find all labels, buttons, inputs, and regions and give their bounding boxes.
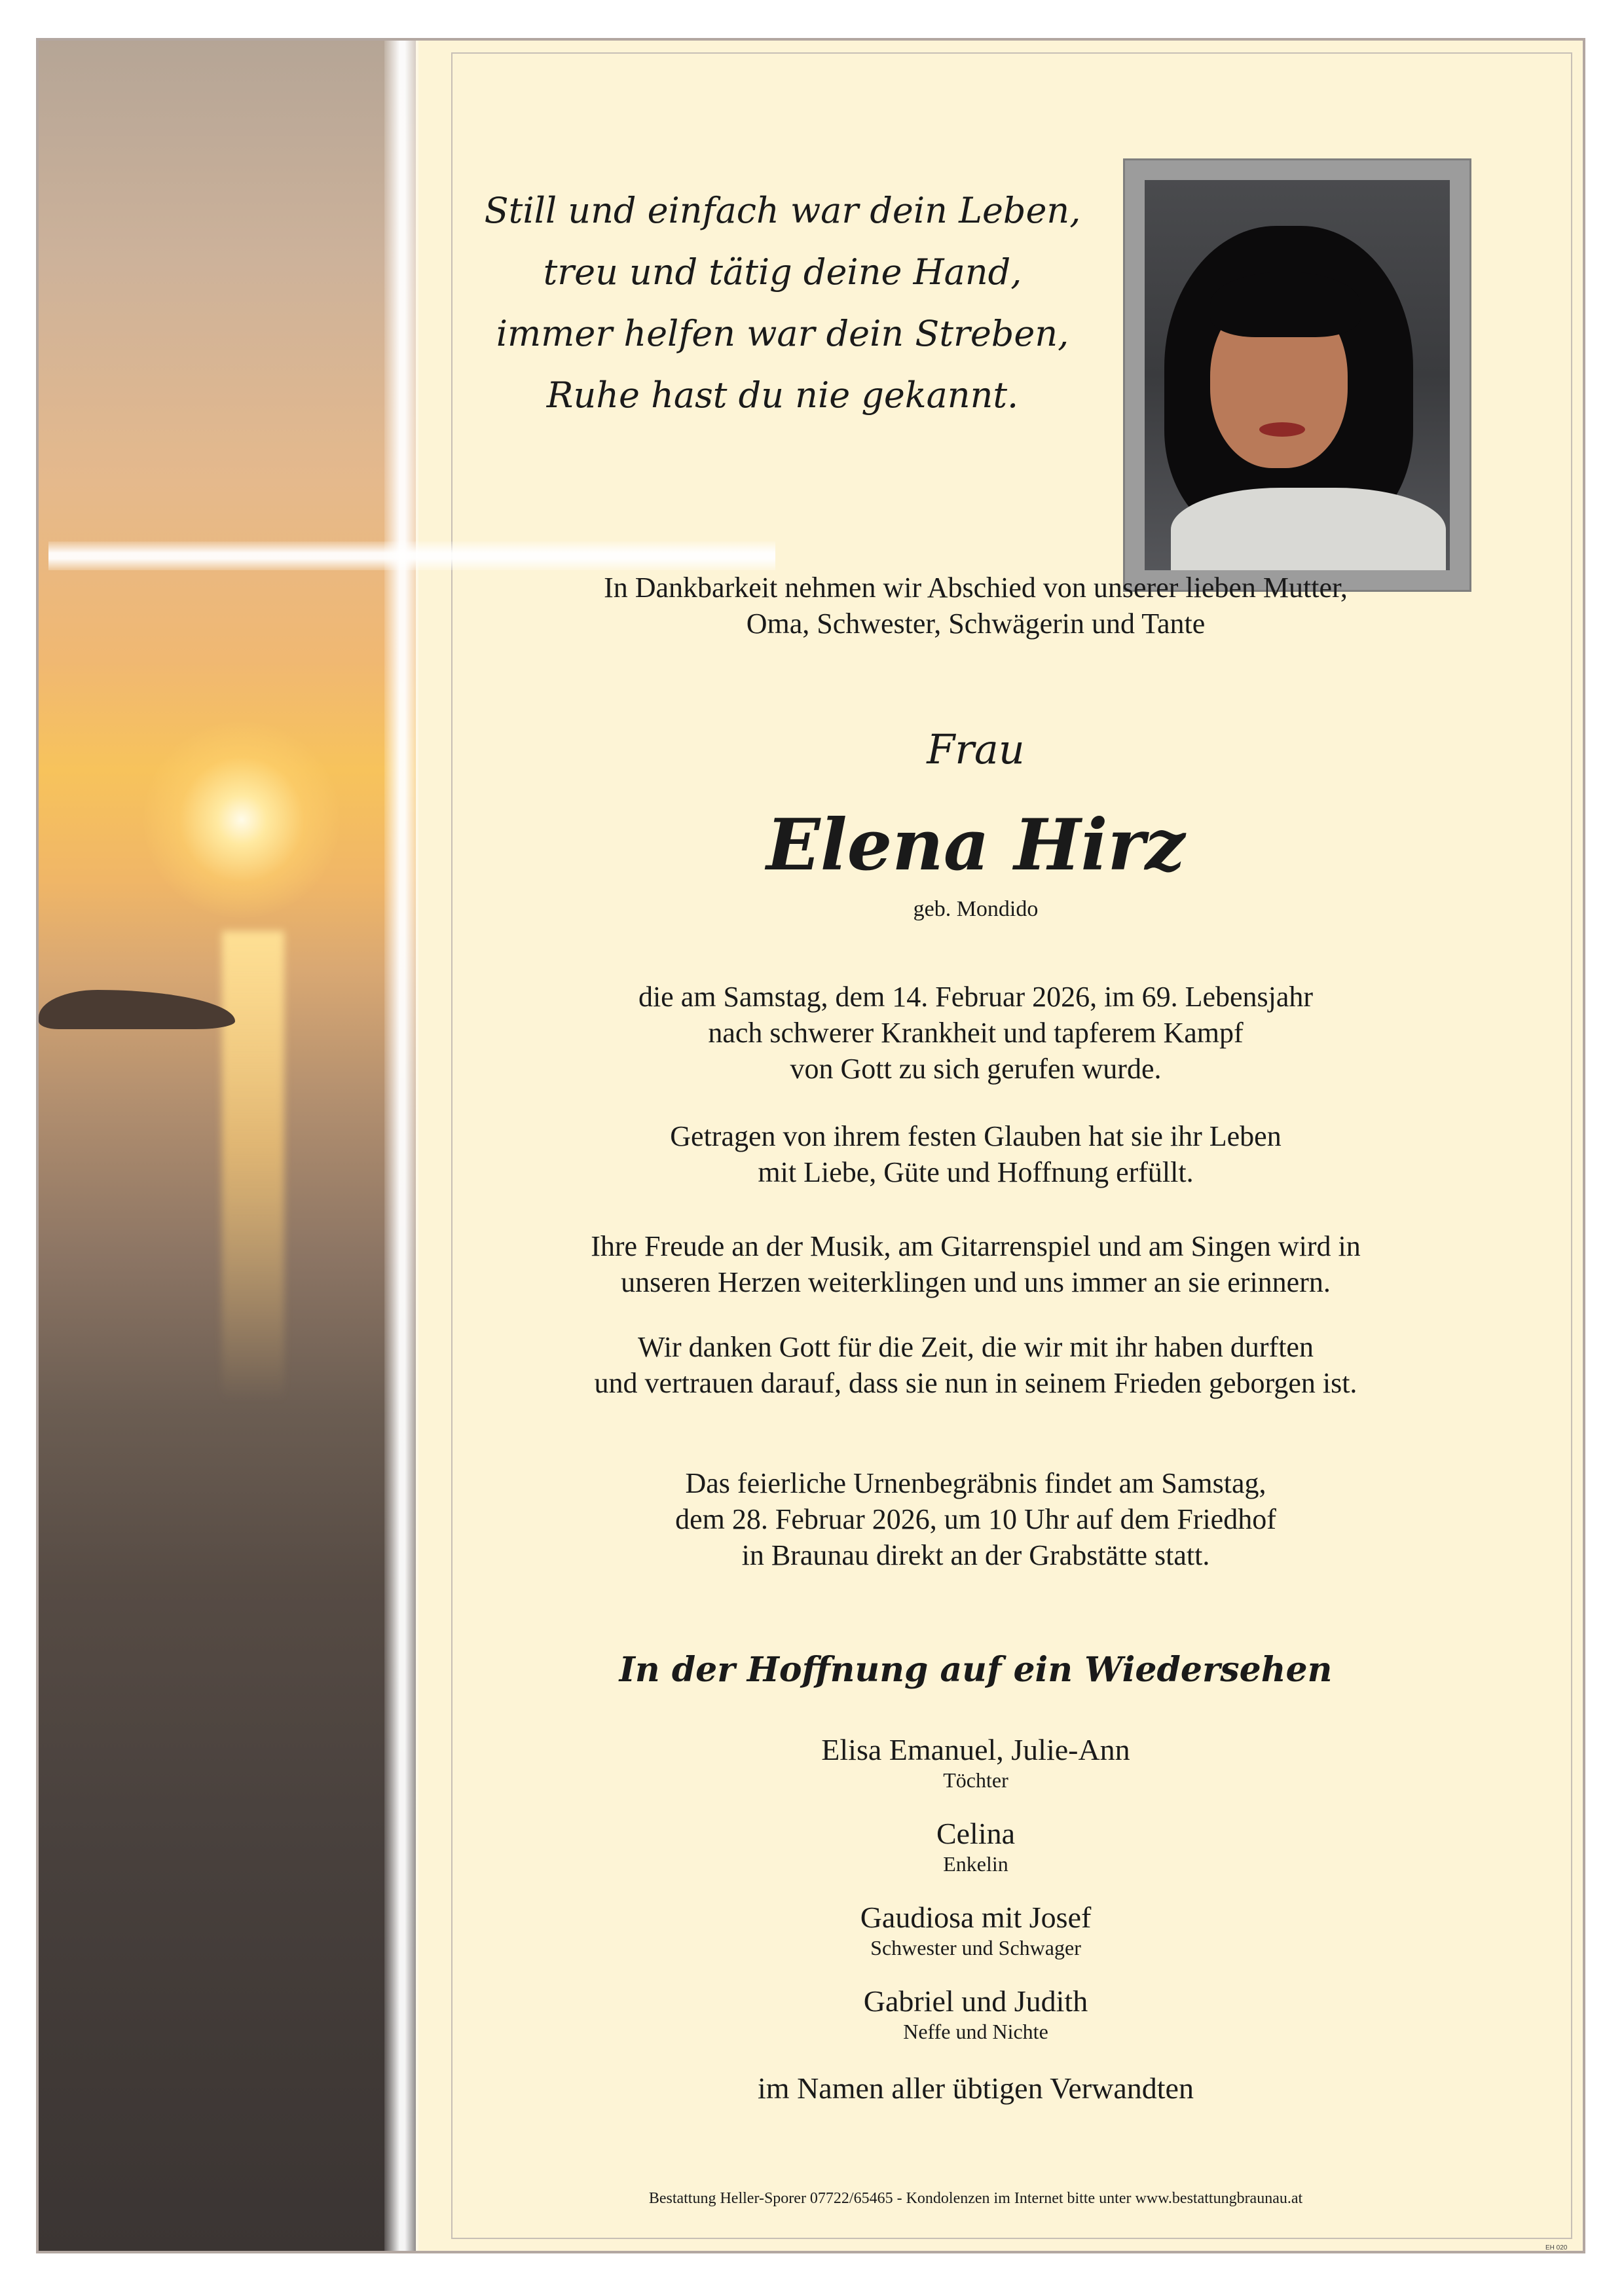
cross-beam (48, 541, 775, 570)
salutation: Frau (927, 725, 1025, 773)
faith-paragraph (445, 1118, 1506, 1190)
paragraph-line: Ihre Freude an der Musik, am Gitarrenspiel und am Singen wird in (591, 1230, 1361, 1262)
deceased-name: Elena Hirz (766, 804, 1185, 886)
paragraph-line: die am Samstag, dem 14. Februar 2026, im 69. Lebensjahr (638, 981, 1314, 1013)
paragraph-line: dem 28. Februar 2026, um 10 Uhr auf dem Friedhof (675, 1503, 1276, 1535)
poem-line: Ruhe hast du nie gekannt. (546, 374, 1019, 416)
mourner-relation: Neffe und Nichte (903, 2020, 1048, 2043)
mourner-names: Elisa Emanuel, Julie-Ann (821, 1733, 1130, 1766)
paragraph-line: und vertrauen darauf, dass sie nun in seinem Frieden geborgen ist. (594, 1367, 1357, 1399)
mourner-names: Gaudiosa mit Josef (860, 1901, 1092, 1934)
poem-line: Still und einfach war dein Leben, (484, 190, 1081, 231)
death-notice-paragraph (445, 979, 1506, 1087)
portrait-bangs (1210, 272, 1361, 337)
sun (143, 721, 340, 918)
paragraph-line: in Braunau direkt an der Grabstätte statt. (741, 1539, 1210, 1571)
mourner-group (445, 1815, 1506, 1876)
portrait-shirt (1171, 488, 1446, 570)
document-code: EH 020 (1545, 2244, 1568, 2251)
paragraph-line: von Gott zu sich gerufen wurde. (790, 1053, 1162, 1085)
sunset-panel (39, 41, 416, 2251)
paragraph-line: mit Liebe, Güte und Hoffnung erfüllt. (758, 1156, 1194, 1188)
intro-line: In Dankbarkeit nehmen wir Abschied von unserer lieben Mutter, (604, 572, 1348, 604)
mourner-relation: Töchter (943, 1768, 1008, 1792)
mourner-relation: Schwester und Schwager (870, 1936, 1081, 1959)
gratitude-paragraph (445, 1329, 1506, 1401)
paragraph-line: nach schwerer Krankheit und tapferem Kampf (708, 1017, 1244, 1049)
cross-icon (384, 41, 418, 2251)
poem (452, 180, 1113, 426)
mourner-group (445, 1732, 1506, 1792)
mourner-group (445, 1983, 1506, 2043)
portrait-photo-frame (1123, 158, 1471, 592)
mourner-names: Celina (936, 1817, 1016, 1850)
funeral-home-footer: Bestattung Heller-Sporer 07722/65465 - Kondolenzen im Internet bitte unter www.bestattungbraunau.at (648, 2190, 1303, 2207)
sun-reflection (222, 931, 284, 1402)
paragraph-line: unseren Herzen weiterklingen und uns immer an sie erinnern. (621, 1266, 1331, 1298)
closing-line: im Namen aller übtigen Verwandten (758, 2071, 1194, 2105)
poem-line: immer helfen war dein Streben, (496, 313, 1069, 354)
mourner-names: Gabriel und Judith (863, 1984, 1088, 2018)
funeral-details-paragraph (445, 1465, 1506, 1573)
rock-silhouette (39, 990, 235, 1029)
paragraph-line: Wir danken Gott für die Zeit, die wir mit ihr haben durften (638, 1331, 1314, 1363)
paragraph-line: Getragen von ihrem festen Glauben hat sie ihr Leben (670, 1120, 1282, 1152)
music-paragraph (445, 1228, 1506, 1300)
mourner-group (445, 1899, 1506, 1959)
paragraph-line: Das feierliche Urnenbegräbnis findet am Samstag, (685, 1467, 1266, 1499)
portrait-lips (1259, 422, 1305, 437)
portrait-photo (1145, 180, 1450, 570)
intro-text (445, 570, 1506, 642)
intro-line: Oma, Schwester, Schwägerin und Tante (746, 608, 1206, 640)
poem-line: treu und tätig deine Hand, (543, 251, 1022, 293)
mourner-relation: Enkelin (943, 1852, 1008, 1876)
birth-name: geb. Mondido (913, 897, 1039, 921)
mourners-heading: In der Hoffnung auf ein Wiedersehen (619, 1650, 1333, 1690)
